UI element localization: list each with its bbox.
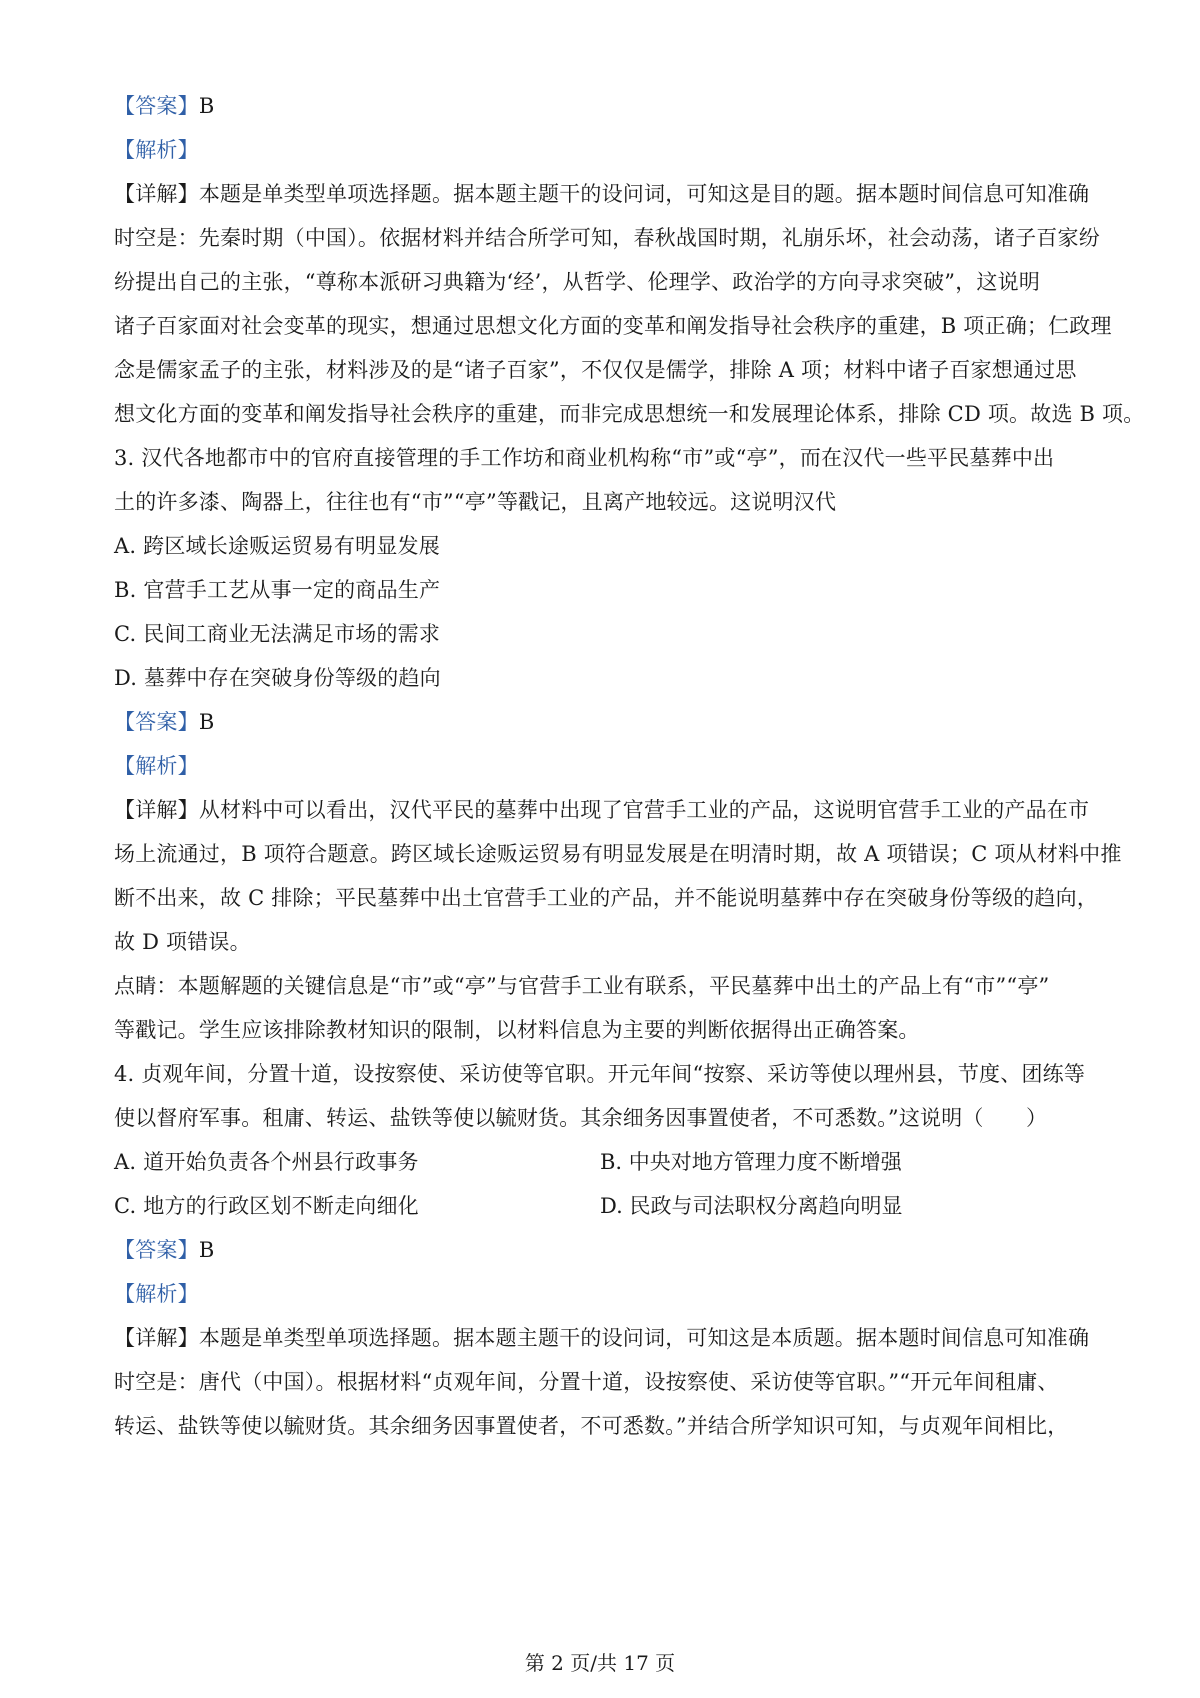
question-stem-line: 使以督府军事。租庸、转运、盐铁等使以毓财货。其余细务因事置使者，不可悉数。”这说明（ ） [114, 1106, 1048, 1130]
page-number: 第 2 页/共 17 页 [524, 1651, 676, 1675]
detail-text: 本题是单类型单项选择题。据本题主题干的设问词，可知这是目的题。据本题时间信息可知准确 [198, 182, 1090, 206]
detail-line [114, 180, 1104, 208]
detail-line: 念是儒家孟子的主张，材料涉及的是“诸子百家”，不仅仅是儒学，排除 A 项；材料中诸子百家想通过思 [114, 358, 1077, 382]
detail-line: 转运、盐铁等使以毓财货。其余细务因事置使者，不可悉数。”并结合所学知识可知，与贞观年间相比， [114, 1414, 1069, 1438]
option-b: B. 中央对地方管理力度不断增强 [600, 1150, 902, 1174]
option-b: B. 官营手工艺从事一定的商品生产 [114, 578, 441, 602]
detail-tag: 【详解】 [114, 1326, 199, 1350]
question-stem-line: 4. 贞观年间，分置十道，设按察使、采访使等官职。开元年间“按察、采访等使以理州县，节度、团练等 [114, 1062, 1086, 1086]
analysis-line [114, 752, 1104, 780]
detail-line: 场上流通过，B 项符合题意。跨区域长途贩运贸易有明显发展是在明清时期，故 A 项错误；C 项从材料中推 [114, 842, 1122, 866]
option-c: C. 民间工商业无法满足市场的需求 [114, 622, 441, 646]
detail-line: 时空是：唐代（中国）。根据材料“贞观年间，分置十道，设按察使、采访使等官职。”“开元年间租庸、 [114, 1370, 1059, 1394]
detail-text: 从材料中可以看出，汉代平民的墓葬中出现了官营手工业的产品，这说明官营手工业的产品在市 [198, 798, 1090, 822]
detail-line [114, 796, 1104, 824]
analysis-tag: 【解析】 [114, 138, 199, 162]
detail-text: 本题是单类型单项选择题。据本题主题干的设问词，可知这是本质题。据本题时间信息可知准确 [198, 1326, 1090, 1350]
question-stem-line: 土的许多漆、陶器上，往往也有“市”“亭”等戳记，且离产地较远。这说明汉代 [114, 490, 837, 514]
detail-line: 想文化方面的变革和阐发指导社会秩序的重建，而非完成思想统一和发展理论体系，排除 CD 项。故选 B 项。 [114, 402, 1145, 426]
option-a: A. 道开始负责各个州县行政事务 [114, 1150, 419, 1174]
option-a: A. 跨区域长途贩运贸易有明显发展 [114, 534, 440, 558]
answer-line [114, 708, 1104, 736]
detail-tag: 【详解】 [114, 798, 199, 822]
detail-line: 诸子百家面对社会变革的现实，想通过思想文化方面的变革和阐发指导社会秩序的重建，B 项正确；仁政理 [114, 314, 1112, 338]
analysis-line [114, 1280, 1104, 1308]
detail-line [114, 1324, 1104, 1352]
detail-line: 故 D 项错误。 [114, 930, 251, 954]
answer-line [114, 92, 1104, 120]
analysis-tag: 【解析】 [114, 754, 199, 778]
answer-value: B [198, 710, 215, 734]
answer-value: B [198, 94, 215, 118]
detail-line: 时空是：先秦时期（中国）。依据材料并结合所学可知，春秋战国时期，礼崩乐坏，社会动荡，诸子百家纷 [114, 226, 1100, 250]
detail-line: 纷提出自己的主张，“尊称本派研习典籍为‘经’，从哲学、伦理学、政治学的方向寻求突破”，这说明 [114, 270, 1041, 294]
option-c: C. 地方的行政区划不断走向细化 [114, 1194, 419, 1218]
answer-tag: 【答案】 [114, 94, 199, 118]
detail-line: 断不出来，故 C 排除；平民墓葬中出土官营手工业的产品，并不能说明墓葬中存在突破身份等级的趋向， [114, 886, 1099, 910]
option-d: D. 民政与司法职权分离趋向明显 [600, 1194, 903, 1218]
answer-value: B [198, 1238, 215, 1262]
note-line: 点睛：本题解题的关键信息是“市”或“亭”与官营手工业有联系，平民墓葬中出土的产品上有“市”“亭” [114, 974, 1050, 998]
answer-line [114, 1236, 1104, 1264]
answer-tag: 【答案】 [114, 710, 199, 734]
answer-tag: 【答案】 [114, 1238, 199, 1262]
question-stem-line: 3. 汉代各地都市中的官府直接管理的手工作坊和商业机构称“市”或“亭”，而在汉代一些平民墓葬中出 [114, 446, 1055, 470]
analysis-line [114, 136, 1104, 164]
note-line: 等戳记。学生应该排除教材知识的限制，以材料信息为主要的判断依据得出正确答案。 [114, 1018, 920, 1042]
option-d: D. 墓葬中存在突破身份等级的趋向 [114, 666, 441, 690]
detail-tag: 【详解】 [114, 182, 199, 206]
analysis-tag: 【解析】 [114, 1282, 199, 1306]
